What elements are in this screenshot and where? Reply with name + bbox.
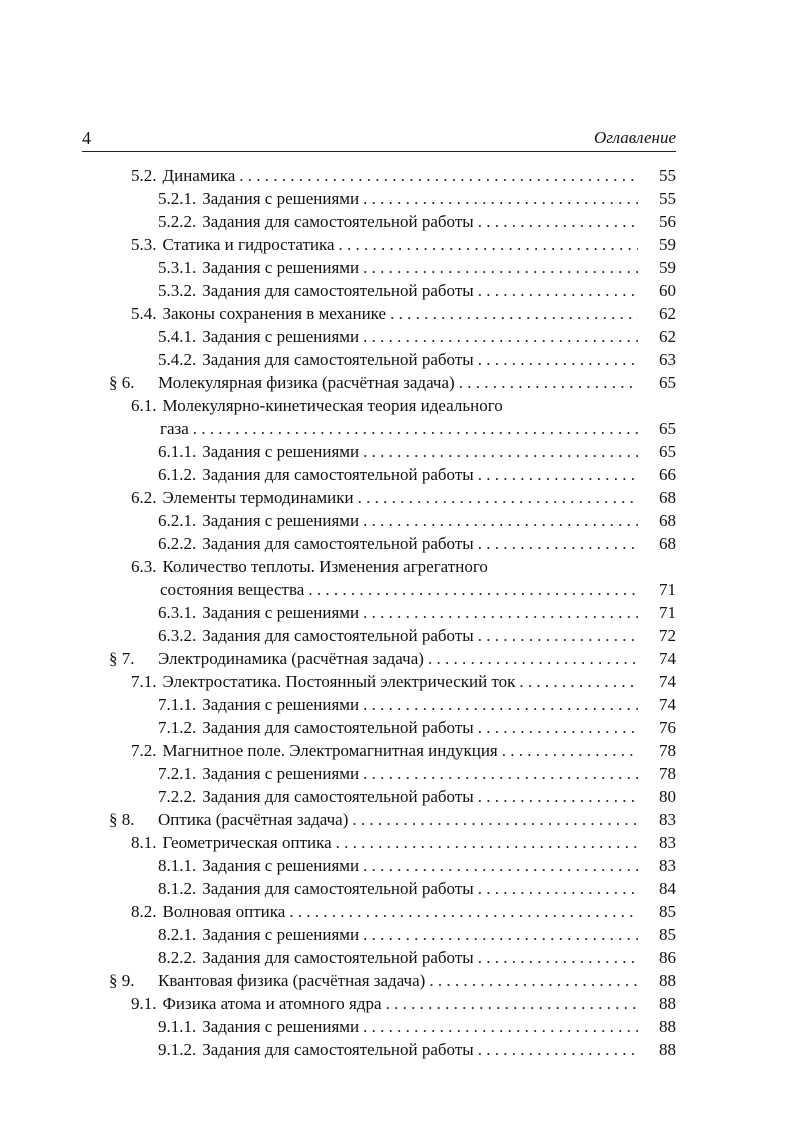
toc-entry-number: 5.3.1. [158,258,197,277]
dot-leader [193,417,638,440]
dot-leader [478,624,638,647]
toc-entry[interactable] [0,233,800,256]
toc-entry[interactable] [0,164,800,187]
toc-entry[interactable] [0,486,800,509]
toc-entry-title: Задания с решениями [202,1017,360,1036]
toc-entry[interactable] [0,371,800,394]
toc-entry-title: Задания с решениями [202,695,360,714]
dot-leader [478,877,638,900]
toc-entry-page: 78 [659,764,676,783]
toc-entry-title: Электростатика. Постоянный электрический ток [162,672,516,691]
toc-entry-page: 78 [659,741,676,760]
toc-entry-number: 7.2.1. [158,764,197,783]
dot-leader [478,210,638,233]
toc-entry-number: 5.4. [131,304,157,323]
toc-entry-page: 74 [659,672,676,691]
dot-leader [478,279,638,302]
dot-leader [339,233,638,256]
toc-entry[interactable] [0,509,800,532]
dot-leader [428,647,638,670]
toc-entry-page: 65 [659,442,676,461]
toc-entry-title: Задания с решениями [202,327,360,346]
toc-entry[interactable] [0,831,800,854]
toc-entry-title: Электродинамика (расчётная задача) [158,649,424,668]
toc-entry-title: Задания с решениями [202,925,360,944]
toc-entry-page: 76 [659,718,676,737]
toc-entry-page: 83 [659,856,676,875]
toc-entry-title: Задания для самостоятельной работы [202,948,474,967]
toc-entry-number: 6.1.1. [158,442,197,461]
toc-entry-page: 85 [659,925,676,944]
toc-entry-page: 55 [659,189,676,208]
toc-entry-title: Физика атома и атомного ядра [162,994,382,1013]
toc-entry-number: 7.2.2. [158,787,197,806]
toc-entry-page: 74 [659,649,676,668]
dot-leader [478,785,638,808]
toc-entry-number: 5.2.2. [158,212,197,231]
toc-entry-number: 8.1.2. [158,879,197,898]
toc-entry[interactable] [0,1015,800,1038]
toc-entry-title: Задания с решениями [202,856,360,875]
toc-entry-title: Оптика (расчётная задача) [158,810,349,829]
dot-leader [478,1038,638,1061]
running-title: Оглавление [593,128,676,147]
dot-leader [478,463,638,486]
toc-entry[interactable] [0,302,800,325]
toc-entry-page: 56 [659,212,676,231]
toc-entry[interactable] [0,693,800,716]
toc-entry-title: Количество теплоты. Изменения агрегатного [162,557,488,576]
dot-leader [478,532,638,555]
dot-leader [363,187,638,210]
page-number: 4 [82,128,91,148]
toc-entry[interactable] [0,578,800,601]
toc-entry[interactable] [0,394,800,417]
toc-entry-page: 83 [659,810,676,829]
toc-entry-title: состояния вещества [160,580,305,599]
toc-entry-number: § 6. [109,373,135,392]
dot-leader [363,256,638,279]
toc-entry[interactable] [0,325,800,348]
dot-leader [363,509,638,532]
toc-entry[interactable] [0,417,800,440]
dot-leader [478,716,638,739]
toc-entry-number: 7.1.2. [158,718,197,737]
toc-entry-number: 6.2.1. [158,511,197,530]
toc-entry-number: 6.2. [131,488,157,507]
dot-leader [336,831,638,854]
toc-entry-title: Задания с решениями [202,442,360,461]
dot-leader [363,854,638,877]
toc-entry-title: Задания с решениями [202,511,360,530]
toc-entry-number: 8.2.2. [158,948,197,967]
toc-entry-title: Задания для самостоятельной работы [202,350,474,369]
page-header [82,127,676,152]
toc-entry-page: 59 [659,258,676,277]
dot-leader [363,923,638,946]
toc-entry-title: Задания с решениями [202,189,360,208]
dot-leader [363,325,638,348]
toc-entry[interactable] [0,854,800,877]
dot-leader [478,348,638,371]
toc-entry-page: 68 [659,511,676,530]
toc-entry-title: Задания для самостоятельной работы [202,787,474,806]
toc-entry-page: 84 [659,879,676,898]
toc-entry[interactable] [0,624,800,647]
toc-entry-number: 5.2. [131,166,157,185]
toc-entry-title: Молекулярно-кинетическая теория идеального [162,396,503,415]
toc-entry-page: 59 [659,235,676,254]
dot-leader [239,164,638,187]
toc-entry-title: Элементы термодинамики [162,488,354,507]
toc-entry[interactable] [0,877,800,900]
toc-entry-title: Законы сохранения в механике [162,304,387,323]
toc-entry-number: 7.2. [131,741,157,760]
toc-entry-title: Динамика [162,166,236,185]
toc-entry-title: Задания с решениями [202,258,360,277]
toc-entry-page: 85 [659,902,676,921]
dot-leader [519,670,638,693]
toc-entry[interactable] [0,555,800,578]
toc-entry-title: Задания для самостоятельной работы [202,212,474,231]
toc-entry-page: 68 [659,488,676,507]
toc-entry[interactable] [0,716,800,739]
toc-entry[interactable] [0,647,800,670]
dot-leader [459,371,638,394]
dot-leader [363,693,638,716]
toc-entry-page: 72 [659,626,676,645]
toc-entry-number: 8.1.1. [158,856,197,875]
toc-entry[interactable] [0,969,800,992]
toc-entry-page: 66 [659,465,676,484]
toc-entry-title: Задания для самостоятельной работы [202,879,474,898]
toc-entry-title: Задания для самостоятельной работы [202,1040,474,1059]
toc-entry-number: 6.3.2. [158,626,197,645]
toc-entry-number: 6.3. [131,557,157,576]
toc-entry-number: § 9. [109,971,135,990]
toc-entry-number: 8.1. [131,833,157,852]
toc-entry-number: 5.3.2. [158,281,197,300]
toc-entry[interactable] [0,762,800,785]
toc-entry-number: 7.1.1. [158,695,197,714]
toc-entry-number: § 8. [109,810,135,829]
toc-entry-title: Задания для самостоятельной работы [202,626,474,645]
toc-entry[interactable] [0,946,800,969]
toc-entry[interactable] [0,348,800,371]
toc-entry-page: 65 [659,419,676,438]
toc-entry[interactable] [0,440,800,463]
toc-entry-number: 6.2.2. [158,534,197,553]
toc-entry-page: 71 [659,603,676,622]
table-of-contents [0,164,800,1061]
toc-entry[interactable] [0,785,800,808]
toc-entry-number: 6.1. [131,396,157,415]
toc-entry-page: 86 [659,948,676,967]
toc-entry-title: газа [160,419,189,438]
toc-entry[interactable] [0,923,800,946]
dot-leader [308,578,638,601]
toc-entry[interactable] [0,900,800,923]
toc-entry-page: 88 [659,1017,676,1036]
toc-entry-page: 88 [659,994,676,1013]
toc-entry-title: Статика и гидростатика [162,235,335,254]
toc-entry[interactable] [0,739,800,762]
toc-entry-number: 5.4.2. [158,350,197,369]
dot-leader [478,946,638,969]
toc-entry-page: 88 [659,971,676,990]
toc-entry[interactable] [0,279,800,302]
dot-leader [390,302,638,325]
dot-leader [386,992,638,1015]
toc-entry[interactable] [0,210,800,233]
toc-entry[interactable] [0,670,800,693]
toc-entry-page: 74 [659,695,676,714]
toc-entry-page: 88 [659,1040,676,1059]
toc-entry[interactable] [0,256,800,279]
toc-entry-number: 9.1.2. [158,1040,197,1059]
dot-leader [363,1015,638,1038]
toc-entry-page: 65 [659,373,676,392]
toc-entry-title: Задания с решениями [202,764,360,783]
toc-entry-number: 7.1. [131,672,157,691]
toc-entry[interactable] [0,808,800,831]
toc-entry-title: Магнитное поле. Электромагнитная индукция [162,741,498,760]
toc-entry-page: 62 [659,304,676,323]
toc-entry-number: 6.1.2. [158,465,197,484]
toc-entry-number: 5.2.1. [158,189,197,208]
toc-entry-page: 62 [659,327,676,346]
dot-leader [502,739,638,762]
dot-leader [429,969,638,992]
toc-entry-number: § 7. [109,649,135,668]
toc-entry-page: 60 [659,281,676,300]
toc-entry-page: 83 [659,833,676,852]
toc-entry-title: Задания для самостоятельной работы [202,534,474,553]
toc-entry-page: 68 [659,534,676,553]
toc-entry-number: 8.2. [131,902,157,921]
toc-entry[interactable] [0,532,800,555]
toc-entry-title: Волновая оптика [162,902,286,921]
toc-entry-number: 5.3. [131,235,157,254]
toc-entry-page: 63 [659,350,676,369]
dot-leader [358,486,638,509]
toc-entry-number: 5.4.1. [158,327,197,346]
toc-entry-title: Задания для самостоятельной работы [202,281,474,300]
toc-entry-page: 71 [659,580,676,599]
toc-entry[interactable] [0,463,800,486]
dot-leader [289,900,638,923]
toc-entry-title: Квантовая физика (расчётная задача) [158,971,426,990]
toc-entry-title: Геометрическая оптика [162,833,332,852]
toc-entry-title: Задания для самостоятельной работы [202,718,474,737]
toc-entry[interactable] [0,992,800,1015]
toc-entry-number: 9.1.1. [158,1017,197,1036]
dot-leader [363,440,638,463]
toc-entry-title: Задания с решениями [202,603,360,622]
toc-entry-page: 80 [659,787,676,806]
dot-leader [363,762,638,785]
dot-leader [363,601,638,624]
toc-entry[interactable] [0,601,800,624]
toc-entry[interactable] [0,187,800,210]
dot-leader [352,808,638,831]
toc-entry[interactable] [0,1038,800,1061]
toc-entry-number: 9.1. [131,994,157,1013]
toc-entry-title: Задания для самостоятельной работы [202,465,474,484]
toc-entry-title: Молекулярная физика (расчётная задача) [158,373,455,392]
toc-entry-number: 6.3.1. [158,603,197,622]
toc-entry-number: 8.2.1. [158,925,197,944]
toc-entry-page: 55 [659,166,676,185]
